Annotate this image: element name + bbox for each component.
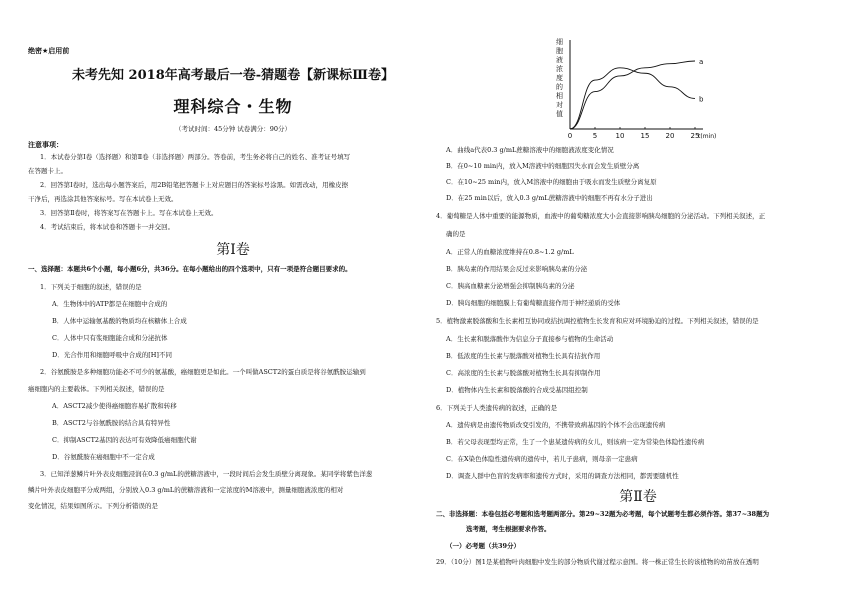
option: B．若父母表现型均正常，生了一个患某遗传病的女儿，则该病一定为常染色体隐性遗传病 [446, 438, 705, 446]
option: C．在10~25 min内，放入M溶液中的细胞由于吸水而发生质壁分离复原 [446, 178, 657, 186]
notes-heading: 注意事项： [28, 140, 63, 149]
series-label-b: b [699, 95, 704, 104]
option: D．光合作用和细胞呼吸中合成的[H]不同 [52, 351, 172, 359]
secret-label: 绝密★启用前 [28, 47, 70, 55]
question-stem: 2．谷氨酰胺是多种细胞功能必不可少的氨基酸，癌细胞更是如此。一个叫做ASCT2的蛋白质是将谷氨酰胺运输到 [40, 368, 366, 376]
option: B．低浓度的生长素与脱落酸对植物生长具有拮抗作用 [446, 352, 601, 360]
x-tick-label: 10 [615, 132, 625, 140]
option: A．正常人的血糖浓度维持在0.8~1.2 g/mL [446, 248, 574, 256]
option: B．ASCT2与谷氨酰胺的结合具有特异性 [52, 419, 171, 427]
question-stem: 5．植物激素脱落酸和生长素相互协同或拮抗调控植物生长发育和应对环境胁迫的过程。下列相关叙述，错误的是 [436, 317, 759, 325]
note-line: 1．本试卷分第Ⅰ卷（选择题）和第Ⅱ卷（非选择题）两部分。答卷前，考生务必将自己的姓名、准考证号填写 [40, 153, 351, 161]
option: C．胰高血糖素分泌增强会抑制胰岛素的分泌 [446, 282, 575, 290]
option: B．人体中运输氨基酸的物质均在核糖体上合成 [52, 317, 187, 325]
series-label-a: a [699, 58, 704, 66]
option: D．在25 min以后，放入0.3 g/mL蔗糖溶液中的细胞不再有水分子进出 [446, 194, 653, 202]
part1-instruction: 一、选择题：本题共6个小题，每小题6分，共36分。在每小题给出的四个选项中，只有一项是符合题目要求的。 [28, 265, 352, 273]
subject-title: 理科综合・生物 [173, 97, 293, 116]
concentration-chart [550, 36, 730, 141]
exam-title: 未考先知 2018年高考最后一卷-猜题卷【新课标Ⅲ卷】 [72, 68, 394, 83]
x-tick-label: 20 [665, 132, 675, 140]
note-line: 4．考试结束后，将本试卷和答题卡一并交回。 [40, 223, 175, 231]
x-tick-label: 15 [640, 132, 650, 140]
note-line: 干净后，再选涂其他答案标号。写在本试卷上无效。 [28, 195, 178, 203]
required-heading: （一）必考题（共39分） [446, 542, 521, 550]
option: A．ASCT2减少使得癌细胞容易扩散和转移 [52, 402, 177, 410]
question-stem: 4．葡萄糖是人体中重要的能源物质，血液中的葡萄糖浓度大小会直接影响胰岛细胞的分泌活动。下列相关叙述，正 [436, 212, 766, 220]
x-tick-label: 5 [592, 132, 598, 140]
x-tick-label: 25 [690, 132, 700, 140]
question-stem: 29．（10分）图1是某植物叶肉细胞中发生的部分物质代谢过程示意图。将一株正常生长的该植物的幼苗放在透明 [436, 558, 759, 566]
part2-instruction: 选考题，考生根据要求作答。 [466, 525, 551, 533]
option: D．胰岛细胞的细胞膜上有葡萄糖直接作用于神经递质的受体 [446, 299, 621, 307]
option: C．在X染色体隐性遗传病的遗传中，若儿子患病，则母亲一定患病 [446, 455, 638, 463]
question-stem: 变化情况，结果如图所示。下列分析错误的是 [28, 502, 158, 510]
x-tick-label: 0 [567, 132, 573, 140]
option: D．谷氨酰胺在癌细胞中不一定合成 [52, 453, 155, 461]
option: A．曲线a代表0.3 g/mL蔗糖溶液中的细胞液浓度变化情况 [446, 146, 614, 154]
question-stem: 癌细胞内的主要载体。下列相关叙述，错误的是 [28, 385, 165, 393]
note-line: 在答题卡上。 [28, 167, 67, 175]
option: C．抑制ASCT2基因的表达可有效降低癌细胞代谢 [52, 436, 197, 444]
part2-title: 第Ⅱ卷 [619, 489, 657, 505]
part1-title: 第Ⅰ卷 [216, 242, 250, 258]
option: C．高浓度的生长素与脱落酸对植物生长具有抑制作用 [446, 369, 601, 377]
option: D．调查人群中色盲的发病率和遗传方式时，采用的调查方法相同，都需要随机性 [446, 472, 679, 480]
question-stem: 鳞片叶外表皮细胞平分成两组，分别放入0.3 g/mL的蔗糖溶液和一定浓度的M溶液中，测量细胞液浓度的相对 [28, 486, 344, 494]
note-line: 2．回答第Ⅰ卷时，选出每小题答案后，用2B铅笔把答题卡上对应题目的答案标号涂黑。如需改动，用橡皮擦 [40, 181, 349, 189]
note-line: 3．回答第Ⅱ卷时，将答案写在答题卡上。写在本试卷上无效。 [40, 209, 218, 217]
option: B．在0~10 min内，放入M溶液中的细胞因失水而会发生质壁分离 [446, 162, 640, 170]
question-stem: 3．已知洋葱鳞片叶外表皮细胞浸润在0.3 g/mL的蔗糖溶液中，一段时间后会发生质壁分离现象。某同学将紫色洋葱 [40, 470, 373, 478]
option: C．人体中只有浆细胞能合成和分泌抗体 [52, 334, 168, 342]
option: A．生物体中的ATP都是在细胞中合成的 [52, 300, 168, 308]
chart-ylabel: 细胞液浓度的相对值 [556, 38, 563, 118]
question-stem: 6．下列关于人类遗传病的叙述，正确的是 [436, 404, 558, 412]
series-line-a [570, 61, 695, 129]
option: B．胰岛素的作用结果会反过来影响胰岛素的分泌 [446, 265, 588, 273]
part2-instruction: 二、非选择题：本卷包括必考题和选考题两部分。第29~32题为必考题，每个试题考生都必须作答。第37~38题为 [436, 510, 770, 518]
series-line-b [570, 68, 695, 129]
option: D．植物体内生长素和脱落酸的合成受基因组控制 [446, 386, 588, 394]
option: A．遗传病是由遗传物质改变引发的，不携带致病基因的个体不会出现遗传病 [446, 421, 666, 429]
exam-info: （考试时间：45分钟 试卷满分：90分） [174, 125, 292, 133]
question-stem: 1．下列关于细胞的叙述，错误的是 [40, 283, 142, 291]
question-stem: 确的是 [446, 230, 466, 238]
x-axis-label: t(min) [698, 133, 717, 140]
option: A．生长素和脱落酸作为信息分子直接参与植物的生命活动 [446, 335, 614, 343]
